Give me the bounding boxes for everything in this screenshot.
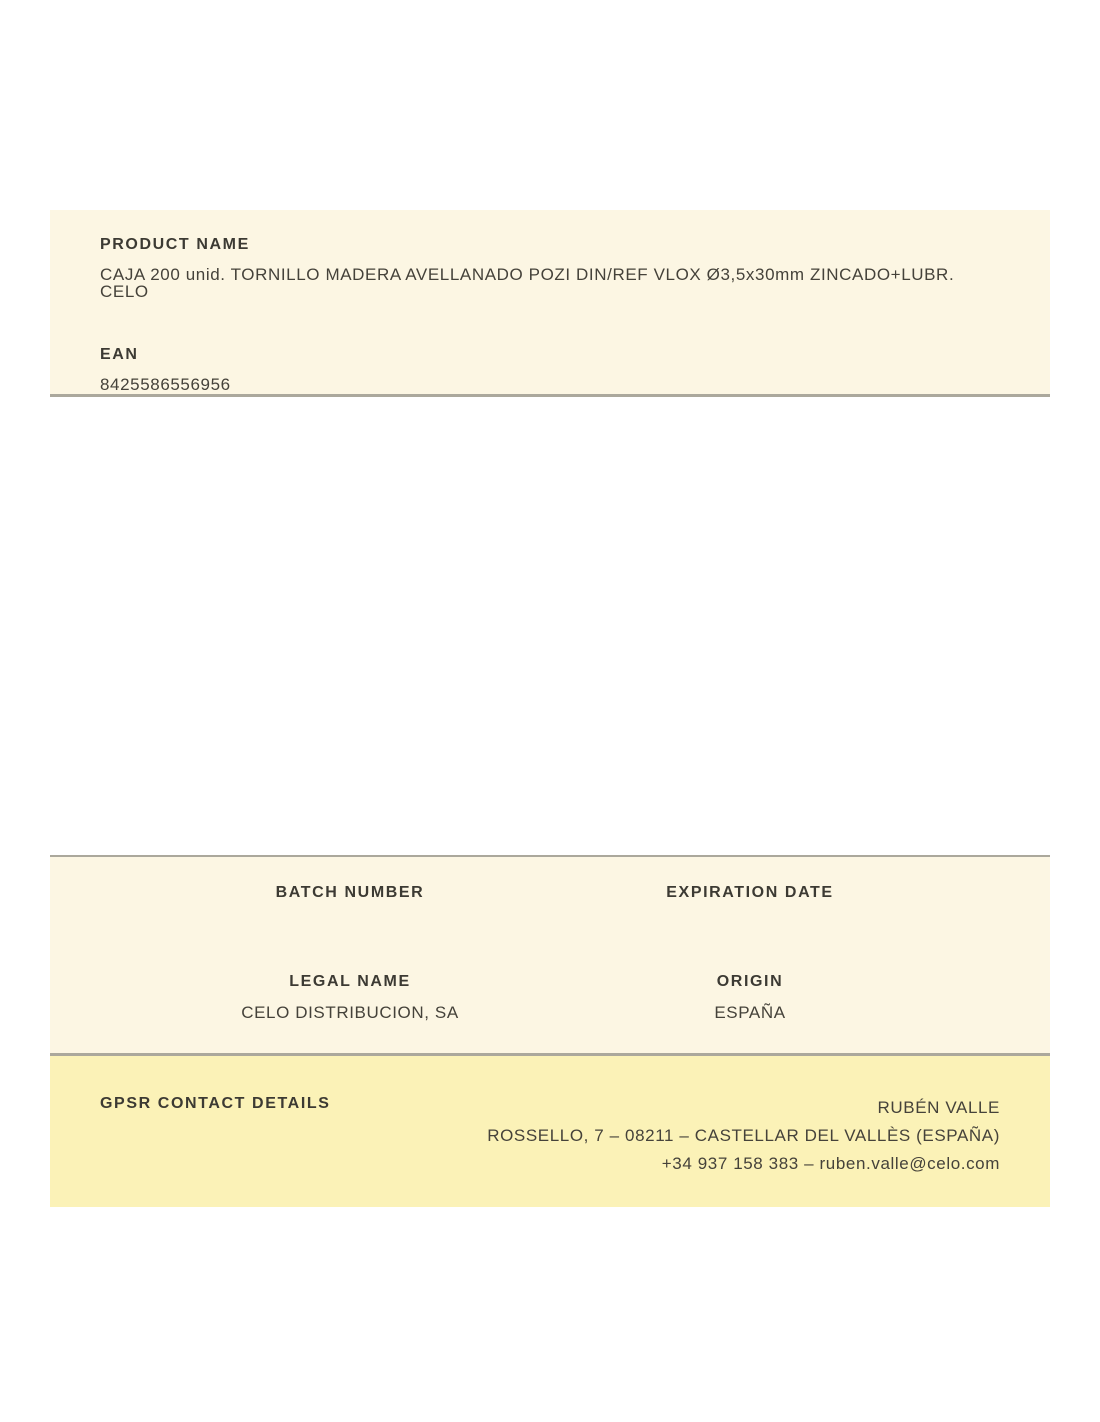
origin-label: ORIGIN	[716, 973, 784, 990]
ean-value: 8425586556956	[100, 375, 231, 394]
ean-label: EAN	[100, 346, 139, 363]
batch-expiration-row	[150, 885, 950, 901]
gpsr-contact-title: GPSR CONTACT DETAILS	[100, 1095, 331, 1112]
expiration-date-column	[550, 885, 950, 901]
batch-number-column	[150, 885, 550, 901]
legal-name-label: LEGAL NAME	[289, 973, 411, 990]
gpsr-contact-panel	[50, 1056, 1050, 1207]
gpsr-contact-name: RUBÉN VALLE	[877, 1098, 1000, 1117]
product-name-label: PRODUCT NAME	[100, 236, 250, 253]
legal-name-value: CELO DISTRIBUCION, SA	[241, 1003, 459, 1022]
gpsr-contact-address: ROSSELLO, 7 – 08211 – CASTELLAR DEL VALLÈS (ESPAÑA)	[487, 1126, 1000, 1145]
gpsr-contact-phone-email: +34 937 158 383 – ruben.valle@celo.com	[661, 1154, 1000, 1173]
legal-name-column	[150, 974, 550, 1021]
batch-number-label: BATCH NUMBER	[275, 884, 425, 901]
product-name-value: CAJA 200 unid. TORNILLO MADERA AVELLANADO POZI DIN/REF VLOX Ø3,5x30mm ZINCADO+LUBR. CELO	[100, 265, 955, 301]
gpsr-contact-block	[487, 1094, 1000, 1178]
expiration-date-label: EXPIRATION DATE	[666, 884, 834, 901]
product-panel	[50, 210, 1050, 397]
origin-column	[550, 974, 950, 1021]
legal-origin-row	[150, 974, 950, 1021]
origin-value: ESPAÑA	[714, 1003, 786, 1022]
batch-origin-panel	[50, 855, 1050, 1056]
